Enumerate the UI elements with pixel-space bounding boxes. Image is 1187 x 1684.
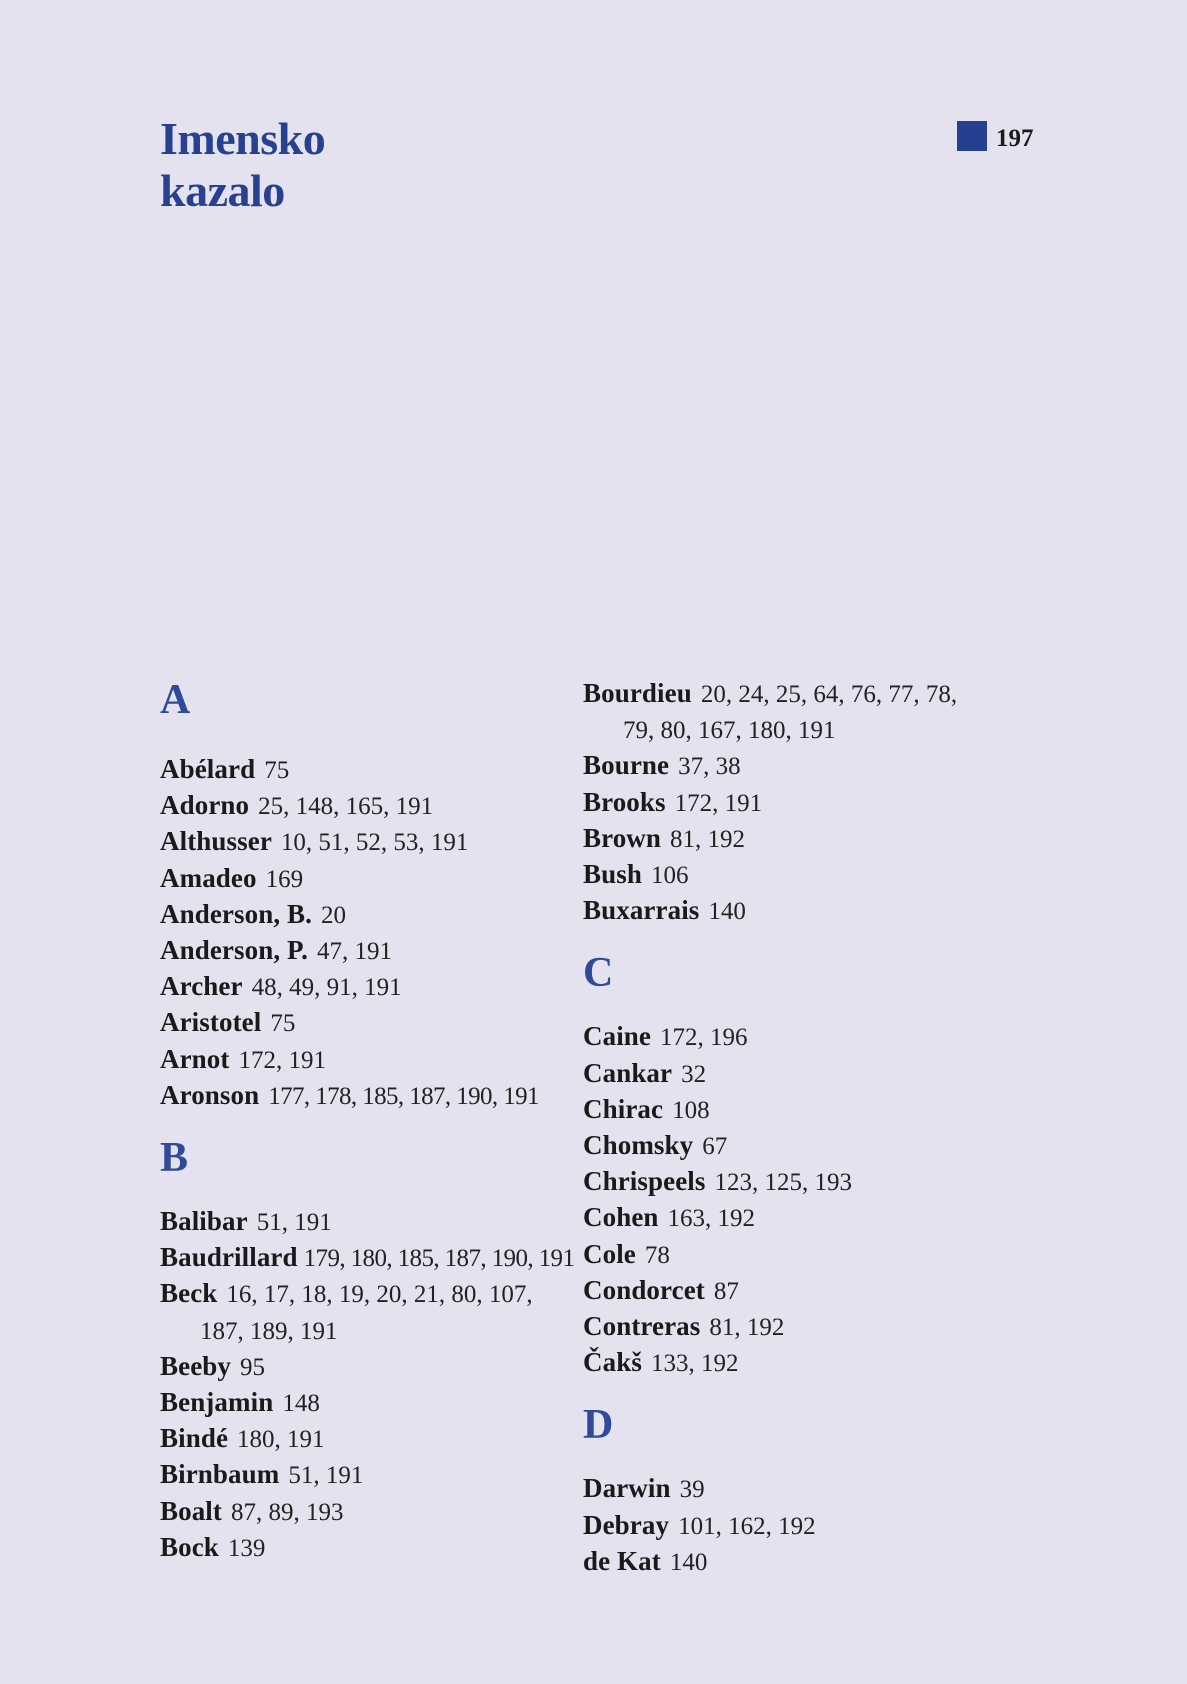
entry-name: Bush <box>583 859 642 890</box>
entry-name: Beck <box>160 1278 218 1309</box>
index-entry <box>160 1421 580 1457</box>
entry-pages: 20 <box>320 901 346 929</box>
entry-pages: 169 <box>265 865 304 893</box>
entry-pages: 95 <box>240 1353 265 1381</box>
index-entry <box>583 1019 1023 1055</box>
entry-pages: 75 <box>264 757 290 784</box>
page-title-line-2: kazalo <box>160 165 285 216</box>
entry-pages: 51, 191 <box>288 1462 364 1490</box>
entry-pages: 51, 191 <box>256 1209 332 1237</box>
index-entry <box>583 1345 1023 1381</box>
entry-pages: 75 <box>270 1010 296 1038</box>
index-entry <box>160 1494 580 1530</box>
entry-pages: 179, 180, 185, 187, 190, 191 <box>303 1245 575 1273</box>
page-title-line-1: Imensko <box>160 113 326 164</box>
entry-pages: 81, 192 <box>709 1314 785 1342</box>
index-entry <box>160 1204 580 1240</box>
index-entry <box>160 788 580 824</box>
entry-name: de Kat <box>583 1545 661 1576</box>
index-entry <box>583 748 1023 784</box>
entry-pages: 67 <box>702 1133 728 1161</box>
index-entry <box>583 1200 1023 1236</box>
page-number: 197 <box>996 125 1034 152</box>
section-letter-b: B <box>160 1135 189 1182</box>
entry-pages: 140 <box>669 1548 708 1576</box>
page-title <box>160 113 325 217</box>
entry-pages: 48, 49, 91, 191 <box>251 974 402 1002</box>
entry-name: Aristotel <box>160 1007 262 1038</box>
entry-name: Bindé <box>160 1423 229 1454</box>
index-entry <box>160 1276 580 1348</box>
entry-name: Chomsky <box>583 1130 694 1161</box>
entry-name: Brooks <box>583 786 666 817</box>
section-letter-d: D <box>583 1402 614 1449</box>
index-entry <box>583 1164 1023 1200</box>
index-entry <box>160 1078 580 1114</box>
entry-name: Buxarrais <box>583 895 700 926</box>
entry-name: Archer <box>160 971 243 1002</box>
entry-name: Debray <box>583 1509 670 1540</box>
entry-name: Bourdieu <box>583 678 692 708</box>
entry-pages: 87 <box>713 1277 739 1305</box>
entry-pages: 106 <box>650 862 689 890</box>
entry-name: Anderson, B. <box>160 898 312 929</box>
index-entry <box>160 1457 580 1493</box>
entry-pages: 39 <box>679 1476 705 1504</box>
entry-pages: 47, 191 <box>317 938 392 966</box>
entry-pages: 180, 191 <box>237 1426 325 1454</box>
index-entry <box>160 824 580 860</box>
entry-name: Althusser <box>160 826 272 857</box>
index-entry <box>160 933 580 969</box>
entry-name: Abélard <box>160 754 256 784</box>
index-entry <box>583 1237 1023 1273</box>
entry-name: Birnbaum <box>160 1459 280 1490</box>
entry-name: Darwin <box>583 1473 671 1504</box>
index-entry <box>583 1544 1023 1580</box>
index-entry <box>583 821 1023 857</box>
index-entry <box>583 857 1023 893</box>
entry-name: Cole <box>583 1238 636 1269</box>
entry-name: Bock <box>160 1531 219 1562</box>
entry-name: Amadeo <box>160 862 257 893</box>
entry-name: Čakš <box>583 1347 642 1378</box>
index-entry <box>160 861 580 897</box>
entry-name: Brown <box>583 822 662 853</box>
index-entry <box>160 1349 580 1385</box>
entry-pages: 81, 192 <box>670 825 746 853</box>
entry-pages-continued: 79, 80, 167, 180, 191 <box>623 717 836 745</box>
entry-pages: 148 <box>282 1390 320 1418</box>
index-entry <box>583 785 1023 821</box>
index-entry <box>583 1508 1023 1544</box>
entry-pages: 25, 148, 165, 191 <box>258 793 434 821</box>
entry-name: Bourne <box>583 750 670 781</box>
entry-name: Adorno <box>160 790 250 821</box>
entry-pages: 10, 51, 52, 53, 191 <box>280 829 469 857</box>
entry-pages: 78 <box>644 1241 670 1269</box>
entry-name: Anderson, P. <box>160 935 308 966</box>
entry-pages: 123, 125, 193 <box>714 1169 852 1197</box>
section-letter-c: C <box>583 950 614 997</box>
index-entry <box>160 1042 580 1078</box>
page-marker-square <box>957 121 987 151</box>
entry-pages: 20, 24, 25, 64, 76, 77, 78, <box>700 681 958 708</box>
entry-name: Benjamin <box>160 1387 274 1418</box>
entry-name: Contreras <box>583 1311 701 1342</box>
entry-pages: 133, 192 <box>650 1350 739 1378</box>
index-column-right <box>583 676 1023 1580</box>
index-entry <box>583 1128 1023 1164</box>
index-entry <box>583 676 1023 748</box>
index-entry <box>160 1005 580 1041</box>
index-entry <box>160 897 580 933</box>
entry-name: Balibar <box>160 1206 248 1237</box>
entry-pages: 87, 89, 193 <box>231 1498 344 1526</box>
entry-pages: 108 <box>672 1096 710 1124</box>
entry-pages: 37, 38 <box>678 753 741 781</box>
entry-pages: 16, 17, 18, 19, 20, 21, 80, 107, <box>226 1281 533 1309</box>
entry-name: Caine <box>583 1021 651 1052</box>
index-entry <box>583 1092 1023 1128</box>
entry-name: Chrispeels <box>583 1166 706 1197</box>
entry-name: Beeby <box>160 1350 231 1381</box>
entry-name: Cankar <box>583 1057 673 1088</box>
entry-pages: 101, 162, 192 <box>678 1512 816 1540</box>
index-column-left <box>160 670 580 1566</box>
entry-name: Cohen <box>583 1202 659 1233</box>
entry-pages: 172, 196 <box>660 1024 748 1052</box>
index-entry <box>160 969 580 1005</box>
entry-pages: 172, 191 <box>674 789 763 817</box>
entry-name: Arnot <box>160 1043 230 1074</box>
section-letter-a: A <box>160 677 191 723</box>
entry-pages: 163, 192 <box>667 1205 756 1233</box>
entry-pages: 140 <box>708 898 746 926</box>
index-entry <box>160 1530 580 1566</box>
entry-pages: 177, 178, 185, 187, 190, 191 <box>268 1082 539 1110</box>
index-entry <box>160 1385 580 1421</box>
index-entry <box>583 893 1023 929</box>
entry-name: Aronson <box>160 1079 260 1110</box>
index-entry <box>583 1273 1023 1309</box>
entry-pages: 172, 191 <box>238 1046 326 1074</box>
index-entry <box>160 752 580 788</box>
index-entry <box>583 1309 1023 1345</box>
entry-name: Chirac <box>583 1093 664 1124</box>
index-entry <box>583 1471 1023 1507</box>
entry-name: Baudrillard <box>160 1242 298 1273</box>
index-entry <box>160 1240 580 1276</box>
index-entry <box>583 1056 1023 1092</box>
entry-pages: 32 <box>681 1060 707 1088</box>
entry-name: Condorcet <box>583 1274 705 1305</box>
entry-name: Boalt <box>160 1495 223 1526</box>
entry-pages: 139 <box>227 1534 266 1562</box>
entry-pages-continued: 187, 189, 191 <box>200 1317 338 1345</box>
